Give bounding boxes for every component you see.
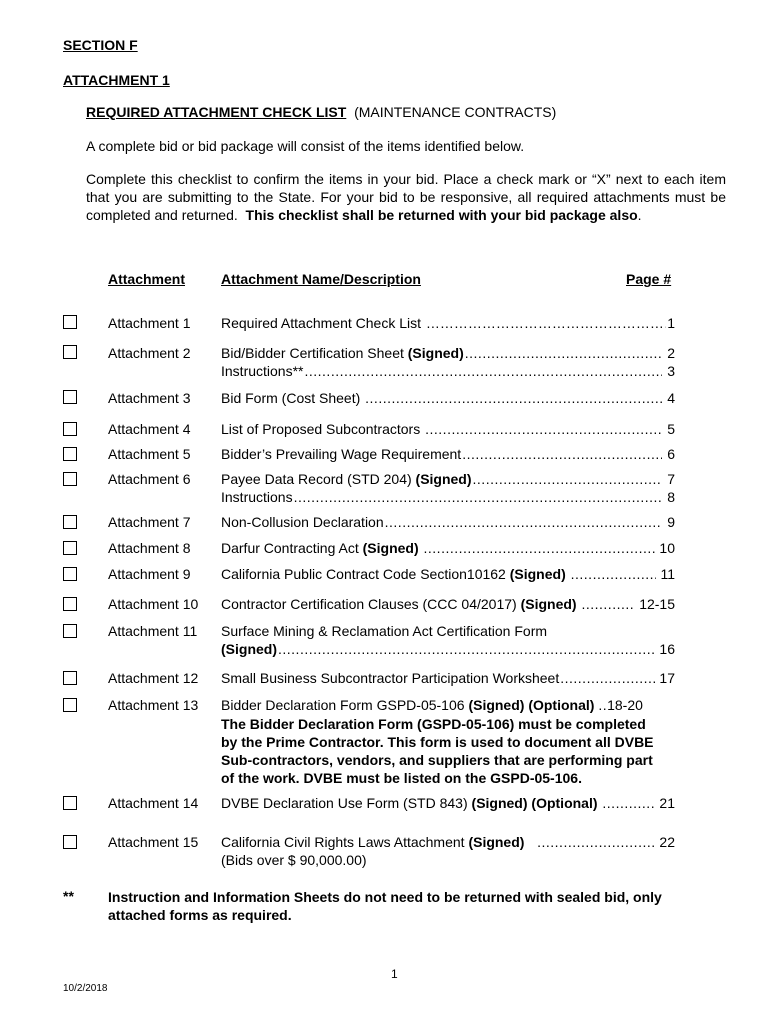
dot-leader (473, 471, 663, 487)
header-attachment: Attachment (108, 271, 186, 287)
attachment-label: Attachment 9 (108, 566, 191, 582)
checkbox-attachment-3[interactable] (63, 390, 77, 404)
item-page: 16 (659, 641, 675, 657)
dot-leader (560, 670, 654, 686)
attachment-label: Attachment 3 (108, 390, 191, 406)
item-line (221, 540, 675, 556)
attachment-label: Attachment 1 (108, 315, 191, 331)
item-line (221, 471, 675, 487)
item-page: 5 (667, 421, 675, 437)
item-name: California Civil Rights Laws Attachment (221, 834, 465, 850)
checkbox-attachment-15[interactable] (63, 835, 77, 849)
item-signed: (Signed) (Optional) (471, 795, 598, 811)
item-name: Small Business Subcontractor Participation Worksheet (221, 670, 560, 686)
item-name: Contractor Certification Clauses (CCC 04/2017) (221, 596, 517, 612)
item-name: Bidder’s Prevailing Wage Requirement (221, 446, 462, 462)
item-signed: (Signed) (415, 471, 472, 487)
attachment-label: Attachment 2 (108, 345, 191, 361)
footer-date: 10/2/2018 (63, 983, 108, 994)
footnote-mark: ** (63, 888, 74, 904)
header-page: Page # (626, 271, 672, 287)
item-note (221, 715, 654, 787)
item-line (221, 446, 675, 462)
attachment-label: Attachment 10 (108, 596, 199, 612)
checkbox-attachment-1[interactable] (63, 315, 77, 329)
attachment-heading: ATTACHMENT 1 (63, 72, 170, 88)
note-line: The Bidder Declaration Form (GSPD-05-106) must be completed (221, 716, 646, 732)
item-page: 6 (667, 446, 675, 462)
attachment-label: Attachment 7 (108, 514, 191, 530)
page-number: 1 (391, 967, 398, 981)
note-line: Sub-contractors, vendors, and suppliers that are performing part (221, 752, 653, 768)
item-page: 12-15 (639, 596, 675, 612)
item-line (221, 834, 675, 850)
item-page: 22 (659, 834, 675, 850)
dot-leader (278, 641, 655, 657)
attachment-label: Attachment 4 (108, 421, 191, 437)
item-signed: (Signed) (509, 566, 566, 582)
item-line (221, 795, 675, 811)
item-name: List of Proposed Subcontractors (221, 421, 421, 437)
checkbox-attachment-8[interactable] (63, 541, 77, 555)
item-sub-name: (Bids over $ 90,000.00) (221, 852, 367, 868)
item-name: Required Attachment Check List (221, 315, 421, 331)
item-name: Darfur Contracting Act (221, 540, 359, 556)
item-line (221, 421, 675, 437)
checklist-title: REQUIRED ATTACHMENT CHECK LIST (86, 104, 347, 120)
item-name: Non-Collusion Declaration (221, 514, 384, 530)
attachment-label: Attachment 8 (108, 540, 191, 556)
item-name: Surface Mining & Reclamation Act Certification Form (221, 623, 548, 639)
item-line (221, 697, 675, 713)
item-page: 17 (659, 670, 675, 686)
dot-leader (465, 345, 663, 361)
dot-leader (537, 834, 654, 850)
checklist-subtitle: (MAINTENANCE CONTRACTS) (354, 104, 557, 120)
item-sub-name: Instructions** (221, 363, 304, 379)
checkbox-attachment-9[interactable] (63, 567, 77, 581)
item-subline (221, 363, 675, 379)
item-sub-page: 3 (667, 363, 675, 379)
item-page: 21 (659, 795, 675, 811)
item-name: Bidder Declaration Form GSPD-05-106 (221, 697, 465, 713)
item-name: Bid Form (Cost Sheet) (221, 390, 361, 406)
checkbox-attachment-6[interactable] (63, 472, 77, 486)
item-line (221, 596, 675, 612)
item-page: 18-20 (607, 697, 643, 713)
instructions-text: Complete this checklist to confirm the items in your bid. Place a check mark or “X” next to each item that you are submitting to the State. For your bid to be responsive, all required attachments must be completed and returned. (86, 171, 726, 223)
item-signed: (Signed) (Optional) (468, 697, 595, 713)
dot-leader (304, 363, 662, 379)
dot-leader (581, 596, 634, 612)
item-line (221, 315, 675, 331)
item-page: 1 (667, 315, 675, 331)
item-line (221, 670, 675, 686)
item-page: 11 (660, 566, 675, 582)
note-line: of the work. DVBE must be listed on the GSPD-05-106. (221, 770, 582, 786)
item-page: 10 (659, 540, 675, 556)
item-line (221, 566, 675, 582)
item-name: Bid/Bidder Certification Sheet (221, 345, 404, 361)
instructions-bold: This checklist shall be returned with your bid package also (245, 207, 638, 223)
checkbox-attachment-11[interactable] (63, 624, 77, 638)
attachment-label: Attachment 14 (108, 795, 199, 811)
item-line (221, 514, 675, 530)
section-heading: SECTION F (63, 37, 138, 53)
dot-leader (365, 390, 662, 406)
item-sub-name: Instructions (221, 489, 293, 505)
checkbox-attachment-12[interactable] (63, 671, 77, 685)
dot-leader (385, 514, 663, 530)
instructions-paragraph: Complete this checklist to confirm the items in your bid. Place a check mark or “X” next to each item that you are submitting to the State. For your bid to be responsive, all required attachments must be completed and returned. This checklist shall be returned with your bid package also. (86, 171, 726, 223)
checkbox-attachment-13[interactable] (63, 698, 77, 712)
dot-leader (425, 421, 662, 437)
attachment-label: Attachment 13 (108, 697, 199, 713)
item-name: Payee Data Record (STD 204) (221, 471, 412, 487)
header-description: Attachment Name/Description (221, 271, 421, 287)
attachment-label: Attachment 5 (108, 446, 191, 462)
item-page: 4 (667, 390, 675, 406)
footnote-line: Instruction and Information Sheets do not need to be returned with sealed bid, only (108, 889, 662, 905)
checkbox-attachment-5[interactable] (63, 447, 77, 461)
dot-leader (424, 540, 655, 556)
item-name: DVBE Declaration Use Form (STD 843) (221, 795, 468, 811)
item-name: California Public Contract Code Section10162 (221, 566, 506, 582)
note-line: by the Prime Contractor. This form is used to document all DVBE (221, 734, 654, 750)
dot-leader (571, 566, 656, 582)
item-signed: (Signed) (520, 596, 577, 612)
footnote (108, 888, 662, 924)
footnote-line: attached forms as required. (108, 907, 292, 923)
item-subline (221, 489, 675, 505)
checkbox-attachment-2[interactable] (63, 345, 77, 359)
dot-leader (294, 489, 663, 505)
item-subline (221, 641, 675, 657)
item-page: 7 (667, 471, 675, 487)
item-line (221, 345, 675, 361)
item-signed: (Signed) (468, 834, 525, 850)
item-page: 2 (667, 345, 675, 361)
checkbox-attachment-7[interactable] (63, 515, 77, 529)
dot-leader (462, 446, 662, 462)
attachment-label: Attachment 6 (108, 471, 191, 487)
attachment-label: Attachment 15 (108, 834, 199, 850)
item-signed: (Signed) (362, 540, 419, 556)
dot-leader (602, 795, 654, 811)
item-page: 9 (667, 514, 675, 530)
checkbox-attachment-10[interactable] (63, 597, 77, 611)
dot-leader (426, 315, 666, 331)
checkbox-attachment-4[interactable] (63, 422, 77, 436)
item-line (221, 390, 675, 406)
item-signed: (Signed) (221, 641, 277, 657)
attachment-label: Attachment 11 (108, 623, 198, 639)
checkbox-attachment-14[interactable] (63, 796, 77, 810)
attachment-label: Attachment 12 (108, 670, 199, 686)
checklist-title-line (86, 104, 556, 120)
dot-leader: .. (598, 697, 608, 713)
item-sub-page: 8 (667, 489, 675, 505)
intro-text: A complete bid or bid package will consist of the items identified below. (86, 138, 525, 154)
item-signed: (Signed) (407, 345, 464, 361)
